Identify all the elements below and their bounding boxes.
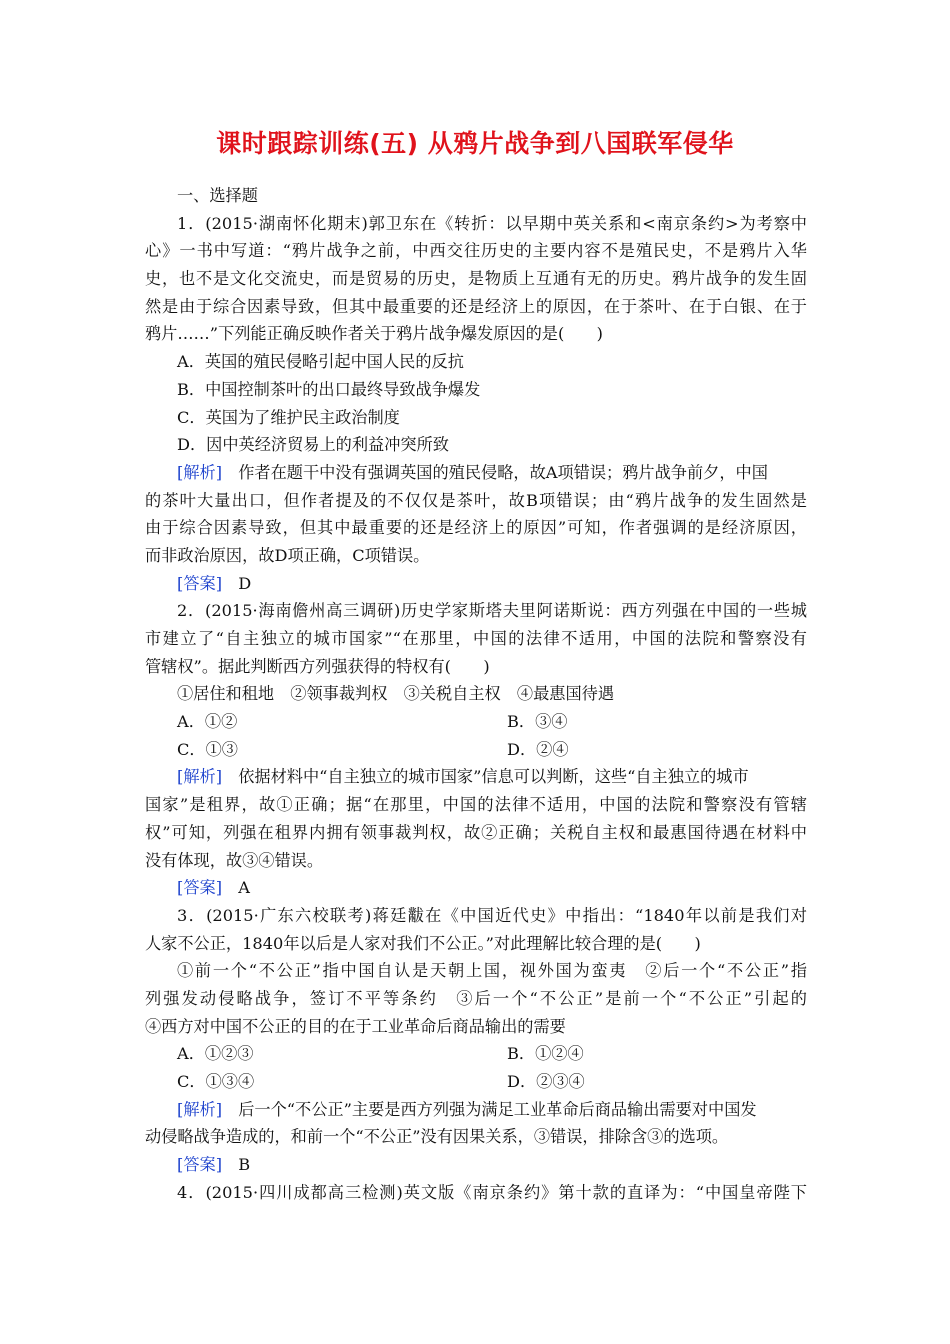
analysis-line <box>145 763 807 791</box>
question-2 <box>145 597 807 902</box>
option-c: C．英国为了维护民主政治制度 <box>177 407 400 427</box>
option-c: C．①③ <box>177 739 238 759</box>
option-b: B．①②④ <box>507 1044 584 1064</box>
question-text-line: 管辖权”。据此判断西方列强获得的特权有( ) <box>145 656 490 676</box>
document-body <box>145 182 807 1206</box>
analysis-tag: [解析] <box>177 462 223 482</box>
analysis-line: 权”可知，列强在租界内拥有领事裁判权，故②正确；关税自主权和最惠国待遇在材料中 <box>145 822 807 842</box>
analysis-line: 动侵略战争造成的，和前一个“不公正”没有因果关系，③错误，排除含③的选项。 <box>145 1127 729 1147</box>
options-row <box>145 1068 807 1096</box>
option-c: C．①③④ <box>177 1072 255 1091</box>
analysis-line: 没有体现，故③④错误。 <box>145 850 324 870</box>
question-text-line: 市建立了“自主独立的城市国家”“在那里，中国的法律不适用，中国的法院和警察没有 <box>145 629 807 648</box>
question-text-line: 1．(2015·湖南怀化期末)郭卫东在《转折：以早期中英关系和<南京条约>为考察中 <box>177 213 807 233</box>
option-a: A．①②③ <box>177 1044 254 1064</box>
option-a: A．①② <box>177 712 238 732</box>
question-items-line: ④西方对中国不公正的目的在于工业革命后商品输出的需要 <box>145 1016 566 1036</box>
question-text-line: 2．(2015·海南儋州高三调研)历史学家斯塔夫里阿诺斯说：西方列强在中国的一些城 <box>177 601 807 621</box>
analysis-text: 后一个“不公正”主要是西方列强为满足工业革命后商品输出需要对中国发 <box>222 1099 757 1119</box>
analysis-line: 由于综合因素导致，但其中最重要的还是经济上的原因”可知，作者强调的是经济原因， <box>145 518 807 538</box>
analysis-line: 而非政治原因，故D项正确，C项错误。 <box>145 545 430 565</box>
option-a: A．英国的殖民侵略引起中国人民的反抗 <box>177 352 464 372</box>
analysis-text: 作者在题干中没有强调英国的殖民侵略，故A项错误；鸦片战争前夕，中国 <box>222 462 768 482</box>
analysis-line <box>145 1096 807 1124</box>
answer-tag: [答案] <box>177 1155 223 1175</box>
analysis-line: 的茶叶大量出口，但作者提及的不仅仅是茶叶，故B项错误；由“鸦片战争的发生固然是 <box>145 490 807 510</box>
answer-tag: [答案] <box>177 573 223 593</box>
analysis-tag: [解析] <box>177 767 223 787</box>
question-text-line: 人家不公正，1840年以后是人家对我们不公正。”对此理解比较合理的是( ) <box>145 933 701 953</box>
question-1 <box>145 210 807 598</box>
answer-line <box>145 1151 807 1179</box>
answer-tag: [答案] <box>177 878 223 898</box>
answer-value: B <box>222 1155 251 1175</box>
answer-line <box>145 570 807 598</box>
option-d: D．因中英经济贸易上的利益冲突所致 <box>177 435 449 455</box>
analysis-tag: [解析] <box>177 1099 223 1119</box>
options-row <box>145 708 807 736</box>
option-d: D．②④ <box>507 739 569 759</box>
analysis-line <box>145 459 807 487</box>
question-text-line: 3．(2015·广东六校联考)蒋廷黻在《中国近代史》中指出：“1840年以前是我们对 <box>177 905 807 925</box>
section-heading: 一、选择题 <box>177 186 258 205</box>
question-items-line: ①前一个“不公正”指中国自认是天朝上国，视外国为蛮夷 ②后一个“不公正”指 <box>177 961 807 981</box>
question-text-line: 4．(2015·四川成都高三检测)英文版《南京条约》第十款的直译为：“中国皇帝陛下 <box>177 1182 807 1202</box>
question-text-line: 史，也不是文化交流史，而是贸易的历史，是物质上互通有无的历史。鸦片战争的发生固 <box>145 269 807 289</box>
question-items-line: 列强发动侵略战争，签订不平等条约 ③后一个“不公正”是前一个“不公正”引起的 <box>145 988 807 1008</box>
option-b: B．中国控制茶叶的出口最终导致战争爆发 <box>177 379 481 399</box>
answer-value: D <box>222 573 252 593</box>
question-3 <box>145 902 807 1179</box>
page-title: 课时跟踪训练(五) 从鸦片战争到八国联军侵华 <box>216 129 734 158</box>
question-text-line: 鸦片……”下列能正确反映作者关于鸦片战争爆发原因的是( ) <box>145 324 603 344</box>
analysis-line: 国家”是租界，故①正确；据“在那里，中国的法律不适用，中国的法院和警察没有管辖 <box>145 795 807 815</box>
answer-line <box>145 874 807 902</box>
question-text-line: 然是由于综合因素导致，但其中最重要的还是经济上的原因，在于茶叶、在于白银、在于 <box>145 296 807 316</box>
question-text-line: 心》一书中写道：“鸦片战争之前，中西交往历史的主要内容不是殖民史，不是鸦片入华 <box>145 241 807 261</box>
question-4 <box>145 1179 807 1207</box>
options-row <box>145 736 807 764</box>
option-d: D．②③④ <box>507 1072 585 1091</box>
answer-value: A <box>222 878 250 898</box>
analysis-text: 依据材料中“自主独立的城市国家”信息可以判断，这些“自主独立的城市 <box>222 767 749 787</box>
option-b: B．③④ <box>507 712 568 732</box>
options-row <box>145 1040 807 1068</box>
question-items: ①居住和租地 ②领事裁判权 ③关税自主权 ④最惠国待遇 <box>177 684 615 704</box>
